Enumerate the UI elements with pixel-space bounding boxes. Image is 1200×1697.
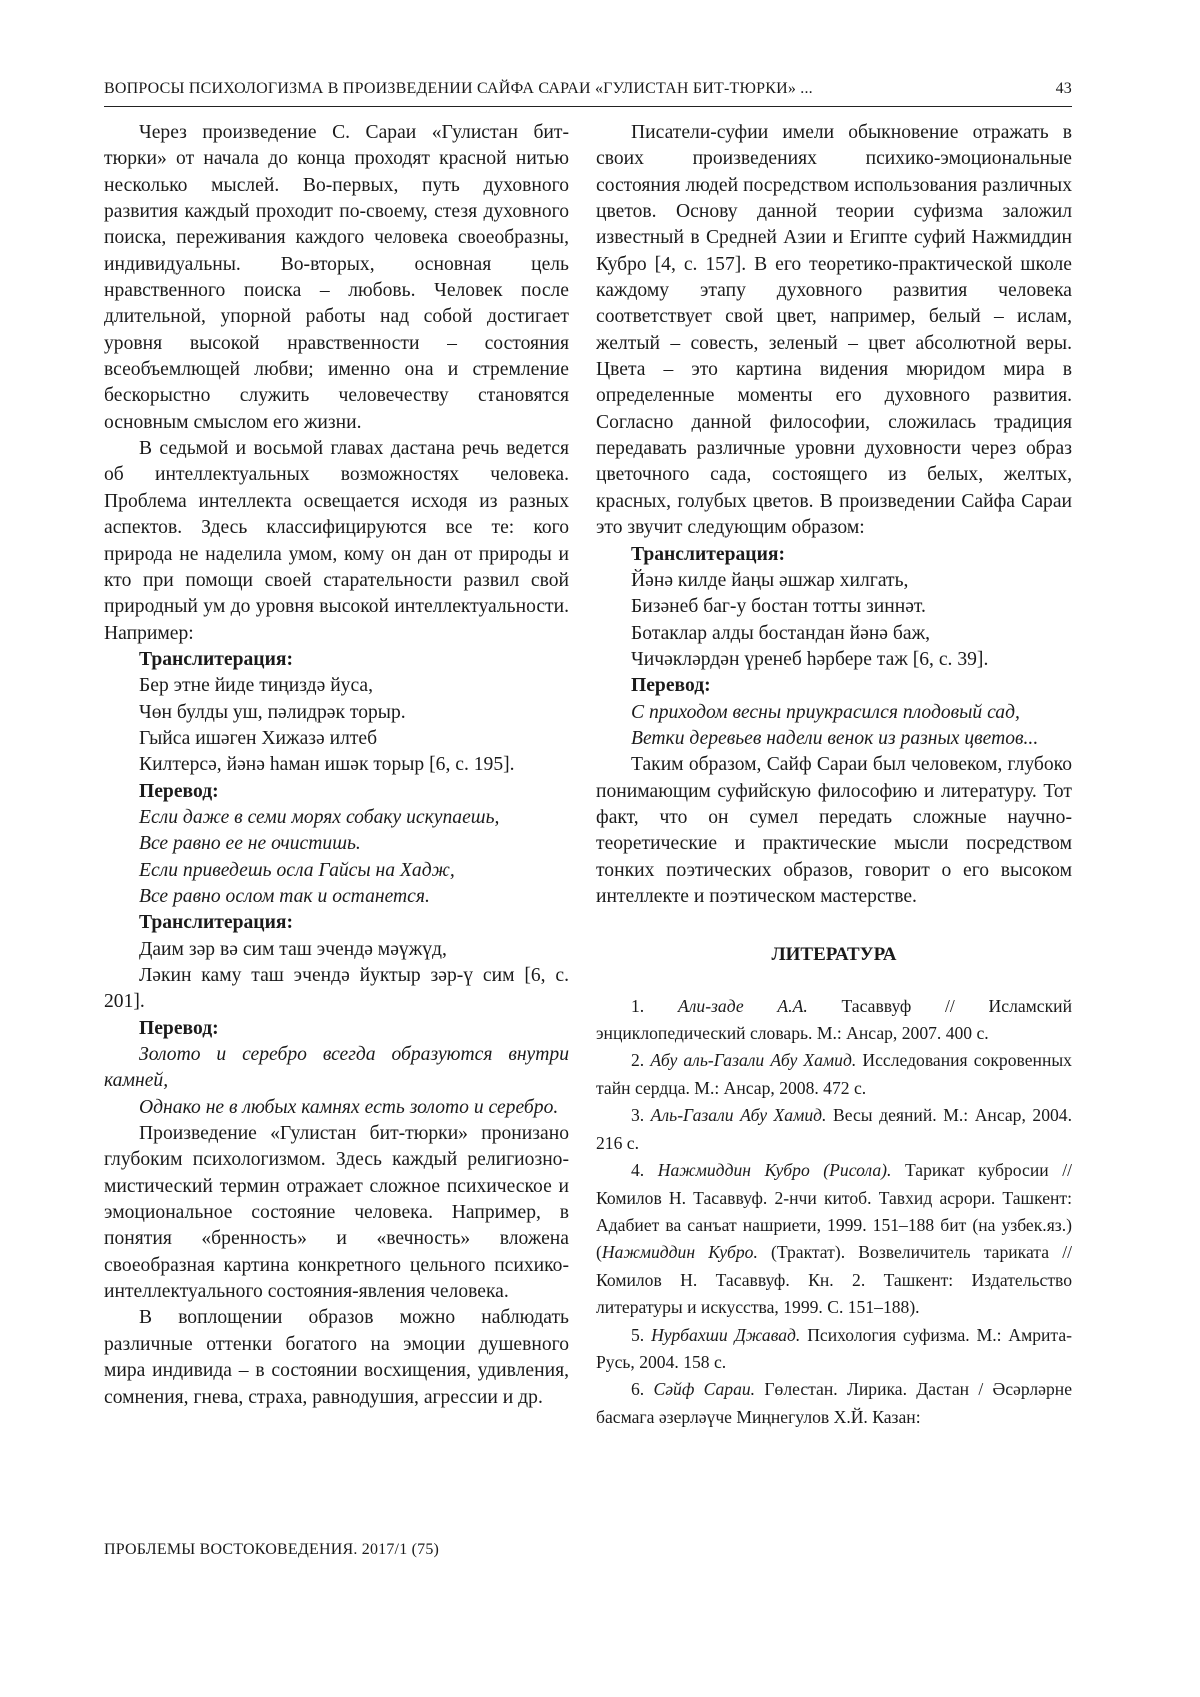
translation-line: Если даже в семи морях собаку искупаешь, — [139, 806, 500, 828]
translation-label: Перевод: — [139, 780, 219, 802]
translation-line: Все равно ее не очистишь. — [139, 833, 361, 855]
page-number: 43 — [1055, 80, 1072, 97]
verse-block — [104, 673, 569, 778]
verse-line: Килтерсә, йәнә һаман ишәк торыр [6, с. 195]. — [139, 754, 515, 776]
paragraph: Таким образом, Сайф Сараи был человеком, глубоко понимающим суфийскую философию и литературу. Тот факт, что он сумел передать сложные научно-теоретические и практические мысли посредством тонких поэтических образов, говорит о его высоком интеллекте и поэтическом мастерстве. — [596, 754, 1072, 907]
left-column — [104, 120, 569, 1411]
translation-label: Перевод: — [139, 1017, 219, 1039]
references-heading: ЛИТЕРАТУРА — [771, 944, 897, 966]
paragraph: Писатели-суфии имели обыкновение отражать в своих произведениях психико-эмоциональные состояния людей посредством использования различных цветов. Основу данной теории суфизма заложил известный в Средней Азии и Египте суфий Нажмиддин Кубро [4, с. 157]. В его теоретико-практической школе каждому этапу духовного развития человека соответствует свой цвет, например, белый – ислам, желтый – совесть, зеленый – цвет абсолютной веры. Цвета – это картина видения мюридом мира в определенные моменты его духовного развития. Согласно данной философии, сложилась традиция передавать различные уровни духовности через образ цветочного сада, состоящего из белых, желтых, красных, голубых цветов. В произведении Сайфа Сараи это звучит следующим образом: — [596, 122, 1072, 539]
right-column — [596, 120, 1072, 1431]
ref-text: Гөлестан. Лирика. Дастан / Әсәрләрне басмага әзерләүче Миңнегулов Х.Й. Казан: — [596, 1379, 1072, 1427]
paragraph: Произведение «Гулистан бит-тюрки» пронизано глубоким психологизмом. Здесь каждый религиозно-мистический термин отражает сложное психическое и эмоциональное состояние человека. Например, в понятия «бренность» и «вечность» вложена своеобразная картина конкретного цельного психико-интеллектуального состояния-явления человека. — [104, 1123, 569, 1303]
verse-line: Йәнә килде йаңы әшжар хилгать, — [631, 569, 909, 591]
ref-text: Тарикат кубросии // Комилов Н. Тасаввуф. 2-нчи китоб. Тавхид асрори. Ташкент: Адабиет ва санъат нашриети, 1999. 151–188 бит (на узбек.яз.) ( — [596, 1160, 1073, 1263]
ref-author: Нажмиддин Кубро. — [601, 1242, 758, 1263]
ref-number: 5. — [631, 1324, 645, 1345]
paragraph: В седьмой и восьмой главах дастана речь ведется об интеллектуальных возможностях человека. Проблема интеллекта освещается исходя из разных аспектов. Здесь классифицируются все те: кого природа не наделила умом, кому он дан от природы и кто при помощи своей старательности развил свой природный ум до уровня высокой интеллектуальности. Например: — [104, 438, 569, 644]
verse-line: Бер этне йиде тиңиздә йуса, — [139, 675, 374, 697]
ref-author: Али-заде А.А. — [677, 995, 808, 1016]
ref-author: Сәйф Сараи. — [653, 1379, 756, 1400]
ref-author: Абу аль-Газали Абу Хамид. — [650, 1050, 857, 1071]
ref-author: Аль-Газали Абу Хамид. — [650, 1105, 827, 1126]
journal-footer: ПРОБЛЕМЫ ВОСТОКОВЕДЕНИЯ. 2017/1 (75) — [104, 1541, 440, 1558]
translation-label: Перевод: — [631, 675, 711, 697]
ref-number: 6. — [631, 1379, 645, 1400]
verse-line: Бизәнеб баг-у бостан тотты зиннәт. — [631, 596, 926, 618]
translation-line: Все равно ослом так и останется. — [139, 885, 430, 907]
verse-line: Чичәкләрдән үренеб һәрбере таж [6, с. 39]. — [631, 648, 989, 670]
verse-line: Гыйса ишәген Хижазә илтеб — [139, 727, 378, 749]
ref-text: Тасаввуф // Исламский энциклопедический словарь. М.: Ансар, 2007. 400 с. — [596, 995, 1072, 1044]
translation-block — [596, 700, 1072, 753]
ref-author: Нурбахши Джавад. — [651, 1324, 801, 1345]
verse-line: Чөн булды уш, пәлидрәк торыр. — [139, 701, 406, 723]
ref-number: 4. — [631, 1160, 645, 1181]
ref-text: Психология суфизма. М.: Амрита-Русь, 2004. 158 с. — [596, 1324, 1072, 1372]
ref-number: 3. — [631, 1105, 645, 1126]
translation-line: Ветки деревьев надели венок из разных цветов... — [631, 727, 1039, 749]
verse-line: Даим зәр вә сим таш эчендә мәүжүд, — [139, 938, 447, 960]
ref-author: Нажмиддин Кубро (Рисола). — [657, 1160, 892, 1181]
translation-line: Однако не в любых камнях есть золото и серебро. — [139, 1096, 559, 1118]
reference-item — [596, 1157, 1072, 1321]
translit-label: Транслитерация: — [631, 543, 786, 565]
ref-text: Весы деяний. М.: Ансар, 2004. 216 с. — [596, 1105, 1072, 1153]
verse-line: Ботаклар алды бостандан йәнә баж, — [631, 622, 931, 644]
ref-number: 2. — [631, 1050, 645, 1071]
verse-line: Ләкин каму таш эчендә йуктыр зәр-ү сим [6, с. 201]. — [104, 965, 569, 1013]
running-header — [104, 78, 1072, 107]
translation-line: Если приведешь осла Гайсы на Хадж, — [139, 859, 455, 881]
verse-block — [596, 568, 1072, 673]
ref-text: (Трактат). Возвеличитель тариката // Комилов Н. Тасаввуф. Кн. 2. Ташкент: Издательство литературы и искусства, 1999. С. 151–188). — [596, 1242, 1072, 1318]
translation-block — [104, 805, 569, 910]
reference-item — [596, 1322, 1072, 1377]
ref-text: Исследования сокровенных тайн сердца. М.: Ансар, 2008. 472 с. — [596, 1050, 1072, 1098]
ref-number: 1. — [631, 995, 645, 1016]
paragraph: Через произведение С. Сараи «Гулистан бит-тюрки» от начала до конца проходят красной нитью несколько мыслей. Во-первых, путь духовного развития каждый проходит по-своему, стезя духовного поиска, переживания каждого человека своеобразны, индивидуальны. Во-вторых, основная цель нравственного поиска – любовь. Человек после длительной, упорной работы над собой достигает уровня высокой нравственности – состояния всеобъемлющей любви; именно она и стремление бескорыстно служить человечеству становятся основным смыслом его жизни. — [104, 122, 569, 433]
running-title: ВОПРОСЫ ПСИХОЛОГИЗМА В ПРОИЗВЕДЕНИИ САЙФА САРАИ «ГУЛИСТАН БИТ-ТЮРКИ» ... — [104, 80, 813, 97]
reference-item — [596, 1376, 1072, 1431]
reference-item — [596, 1047, 1072, 1102]
reference-list — [596, 993, 1072, 1432]
reference-item — [596, 1102, 1072, 1157]
translit-label: Транслитерация: — [139, 912, 294, 934]
paragraph: В воплощении образов можно наблюдать различные оттенки богатого на эмоции душевного мира индивида – в состоянии восхищения, удивления, сомнения, гнева, страха, равнодушия, агрессии и др. — [104, 1307, 569, 1408]
reference-item — [596, 993, 1072, 1048]
translation-line: Золото и серебро всегда образуются внутри камней, — [104, 1044, 569, 1092]
translit-label: Транслитерация: — [139, 648, 294, 670]
translation-line: С приходом весны приукрасился плодовый сад, — [631, 701, 1020, 723]
